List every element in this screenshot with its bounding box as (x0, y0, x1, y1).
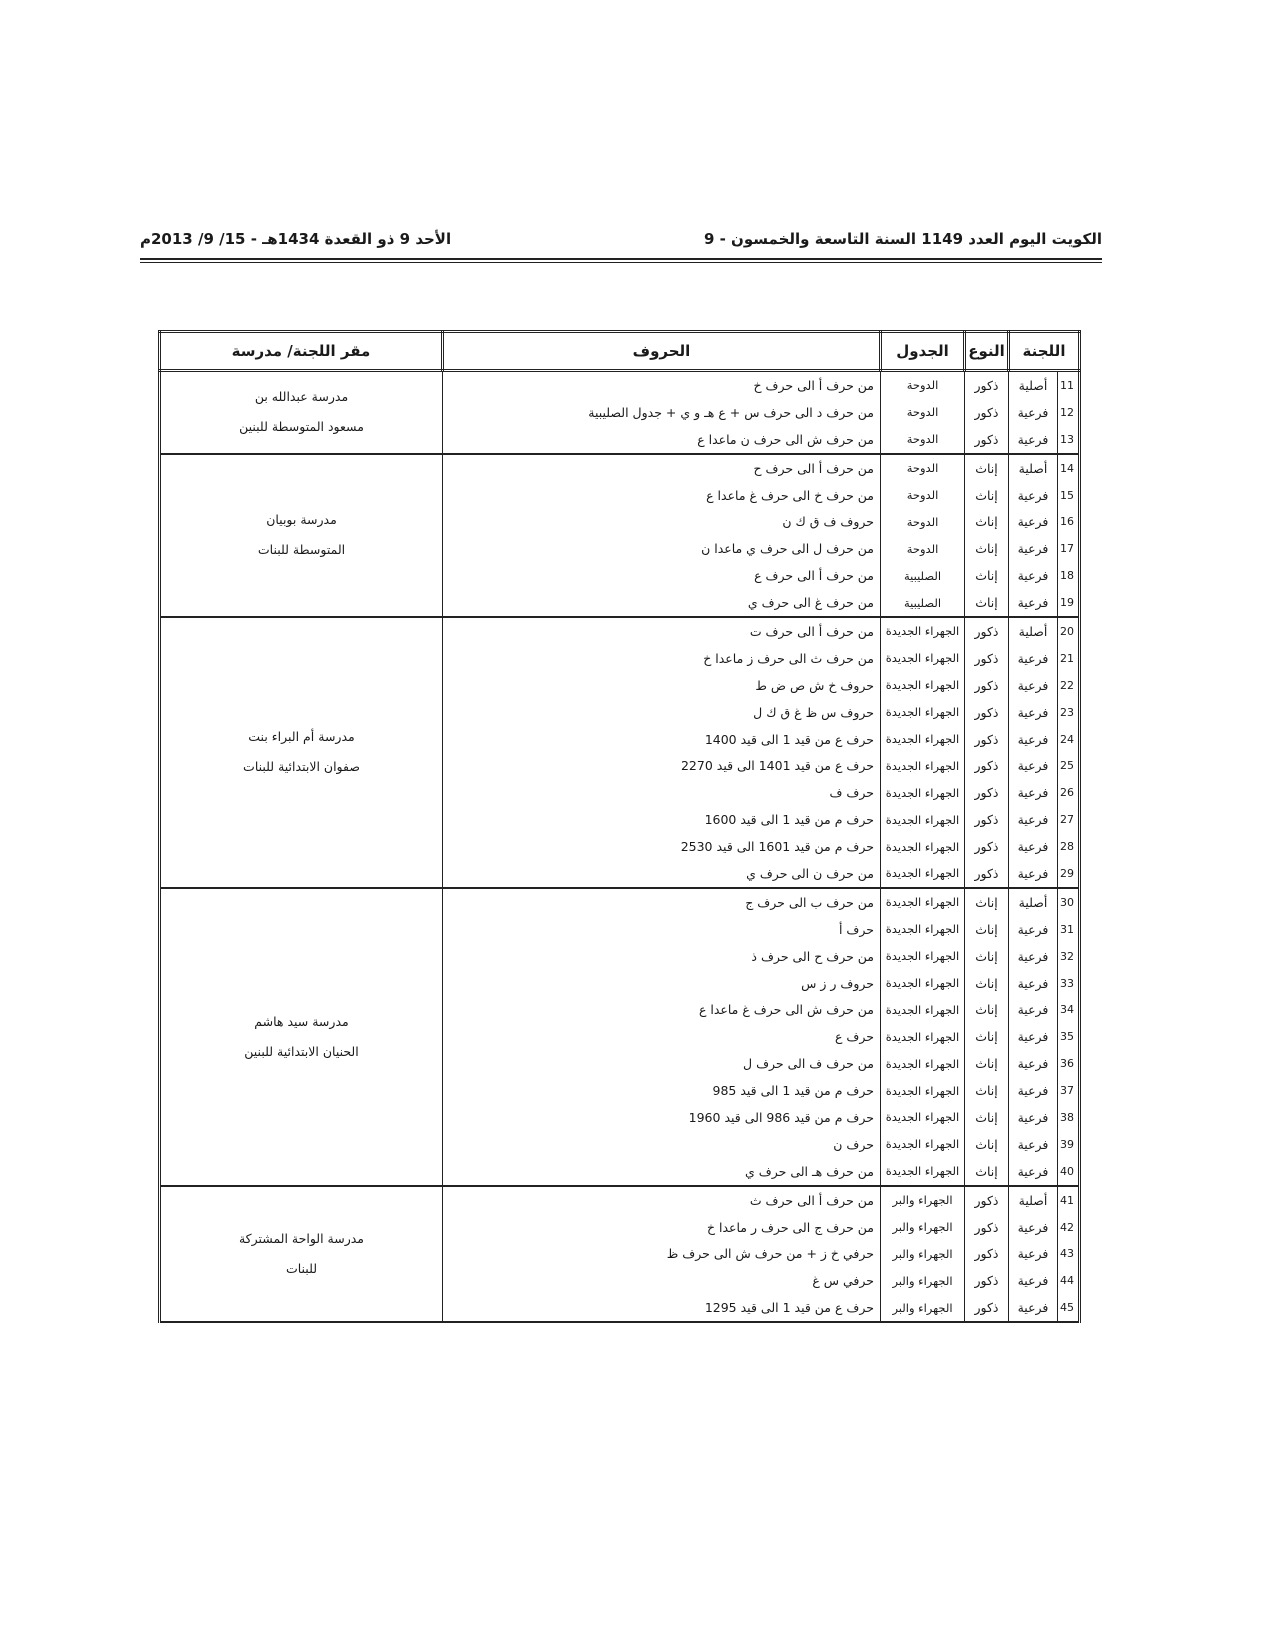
gender-type-cell: ذكور (965, 371, 1009, 399)
committee-number-cell: 45 (1058, 1294, 1080, 1322)
committee-number-cell: 41 (1058, 1186, 1080, 1214)
table-row (160, 617, 1080, 645)
letters-range-cell: من حرف ن الى حرف ي (443, 860, 881, 888)
voter-table-cell: الجهراء الجديدة (881, 779, 965, 806)
letters-range-cell: من حرف أ الى حرف خ (443, 371, 881, 399)
voter-table-cell: الجهراء والبر (881, 1294, 965, 1322)
letters-range-cell: حرفي خ ز + من حرف ش الى حرف ظ (443, 1241, 881, 1268)
letters-range-cell: من حرف أ الى حرف ع (443, 562, 881, 589)
voter-table-cell: الجهراء الجديدة (881, 916, 965, 943)
committee-number-cell: 12 (1058, 399, 1080, 426)
gender-type-cell: إناث (965, 454, 1009, 482)
voter-table-cell: الجهراء الجديدة (881, 1023, 965, 1050)
voter-table-cell: الجهراء الجديدة (881, 672, 965, 699)
voter-table-cell: الدوحة (881, 371, 965, 399)
header-letters: الحروف (443, 332, 881, 371)
committee-kind-cell: فرعية (1009, 833, 1058, 860)
letters-range-cell: حروف ر ز س (443, 970, 881, 997)
letters-range-cell: من حرف ش الى حرف ن ماعدا ع (443, 426, 881, 454)
gender-type-cell: ذكور (965, 1267, 1009, 1294)
committee-number-cell: 38 (1058, 1104, 1080, 1131)
gender-type-cell: ذكور (965, 806, 1009, 833)
school-name-line: المتوسطة للبنات (257, 542, 346, 558)
gender-type-cell: إناث (965, 1023, 1009, 1050)
voter-table-cell: الدوحة (881, 399, 965, 426)
letters-range-cell: من حرف ج الى حرف ر ماعدا خ (443, 1214, 881, 1241)
voter-table-cell: الجهراء الجديدة (881, 617, 965, 645)
committee-kind-cell: أصلية (1009, 371, 1058, 399)
gender-type-cell: إناث (965, 916, 1009, 943)
committee-kind-cell: فرعية (1009, 1023, 1058, 1050)
gender-type-cell: ذكور (965, 779, 1009, 806)
gender-type-cell: إناث (965, 589, 1009, 617)
gender-type-cell: ذكور (965, 672, 1009, 699)
header-rule-thin (140, 262, 1102, 263)
letters-range-cell: من حرف أ الى حرف ث (443, 1186, 881, 1214)
committee-kind-cell: فرعية (1009, 806, 1058, 833)
letters-range-cell: من حرف ث الى حرف ز ماعدا خ (443, 645, 881, 672)
committees-table-wrap (158, 330, 1078, 1323)
committee-kind-cell: فرعية (1009, 752, 1058, 779)
gender-type-cell: ذكور (965, 645, 1009, 672)
committee-kind-cell: فرعية (1009, 562, 1058, 589)
committee-number-cell: 35 (1058, 1023, 1080, 1050)
committee-kind-cell: فرعية (1009, 996, 1058, 1023)
letters-range-cell: حرف ع (443, 1023, 881, 1050)
gender-type-cell: إناث (965, 1077, 1009, 1104)
letters-range-cell: حرف ف (443, 779, 881, 806)
voter-table-cell: الدوحة (881, 482, 965, 509)
school-cell (160, 617, 443, 888)
letters-range-cell: حرفي س غ (443, 1267, 881, 1294)
gazette-date: الأحد 9 ذو القعدة 1434هـ - 15/ 9/ 2013م (140, 230, 452, 248)
gender-type-cell: ذكور (965, 752, 1009, 779)
committee-number-cell: 30 (1058, 888, 1080, 916)
letters-range-cell: من حرف هـ الى حرف ي (443, 1158, 881, 1186)
voter-table-cell: الجهراء الجديدة (881, 699, 965, 726)
committee-number-cell: 13 (1058, 426, 1080, 454)
header-committee: اللجنة (1009, 332, 1080, 371)
voter-table-cell: الجهراء الجديدة (881, 996, 965, 1023)
voter-table-cell: الجهراء الجديدة (881, 1158, 965, 1186)
letters-range-cell: من حرف د الى حرف س + ع هـ و ي + جدول الصليبية (443, 399, 881, 426)
committee-kind-cell: فرعية (1009, 970, 1058, 997)
committee-kind-cell: أصلية (1009, 888, 1058, 916)
gender-type-cell: إناث (965, 1158, 1009, 1186)
header-school: مقر اللجنة/ مدرسة (160, 332, 443, 371)
school-cell (160, 371, 443, 454)
voter-table-cell: الجهراء الجديدة (881, 752, 965, 779)
header-rule (140, 258, 1102, 260)
letters-range-cell: من حرف أ الى حرف ت (443, 617, 881, 645)
committee-kind-cell: فرعية (1009, 1294, 1058, 1322)
gender-type-cell: ذكور (965, 833, 1009, 860)
committee-number-cell: 11 (1058, 371, 1080, 399)
committee-kind-cell: فرعية (1009, 1158, 1058, 1186)
committee-kind-cell: فرعية (1009, 699, 1058, 726)
voter-table-cell: الجهراء والبر (881, 1186, 965, 1214)
committee-kind-cell: فرعية (1009, 508, 1058, 535)
voter-table-cell: الجهراء الجديدة (881, 888, 965, 916)
committee-number-cell: 15 (1058, 482, 1080, 509)
voter-table-cell: الجهراء الجديدة (881, 645, 965, 672)
gender-type-cell: إناث (965, 1131, 1009, 1158)
table-row (160, 1186, 1080, 1214)
committee-number-cell: 22 (1058, 672, 1080, 699)
gender-type-cell: ذكور (965, 699, 1009, 726)
gender-type-cell: إناث (965, 943, 1009, 970)
voter-table-cell: الجهراء والبر (881, 1214, 965, 1241)
voter-table-cell: الجهراء الجديدة (881, 1104, 965, 1131)
committee-kind-cell: فرعية (1009, 1267, 1058, 1294)
committee-kind-cell: فرعية (1009, 1214, 1058, 1241)
letters-range-cell: حرف م من قيد 986 الى قيد 1960 (443, 1104, 881, 1131)
school-name-line: الحنيان الابتدائية للبنين (244, 1043, 359, 1059)
gender-type-cell: إناث (965, 1050, 1009, 1077)
committee-kind-cell: فرعية (1009, 1131, 1058, 1158)
letters-range-cell: حرف ن (443, 1131, 881, 1158)
committee-kind-cell: فرعية (1009, 535, 1058, 562)
gender-type-cell: إناث (965, 562, 1009, 589)
school-name-line: مدرسة سيد هاشم (254, 1013, 349, 1029)
committee-number-cell: 31 (1058, 916, 1080, 943)
committee-number-cell: 28 (1058, 833, 1080, 860)
committee-kind-cell: فرعية (1009, 482, 1058, 509)
letters-range-cell: من حرف خ الى حرف غ ماعدا ع (443, 482, 881, 509)
gender-type-cell: إناث (965, 535, 1009, 562)
committee-kind-cell: أصلية (1009, 617, 1058, 645)
committee-kind-cell: أصلية (1009, 1186, 1058, 1214)
committee-kind-cell: فرعية (1009, 1241, 1058, 1268)
committee-kind-cell: فرعية (1009, 426, 1058, 454)
committee-number-cell: 27 (1058, 806, 1080, 833)
table-header-row (160, 332, 1080, 371)
voter-table-cell: الجهراء والبر (881, 1267, 965, 1294)
voter-table-cell: الجهراء الجديدة (881, 1050, 965, 1077)
gender-type-cell: ذكور (965, 399, 1009, 426)
voter-table-cell: الجهراء الجديدة (881, 1131, 965, 1158)
voter-table-cell: الجهراء الجديدة (881, 943, 965, 970)
committee-kind-cell: فرعية (1009, 860, 1058, 888)
voter-table-cell: الجهراء والبر (881, 1241, 965, 1268)
header-table: الجدول (881, 332, 965, 371)
committee-number-cell: 20 (1058, 617, 1080, 645)
committee-number-cell: 14 (1058, 454, 1080, 482)
gender-type-cell: ذكور (965, 1241, 1009, 1268)
voter-table-cell: الدوحة (881, 508, 965, 535)
gender-type-cell: ذكور (965, 726, 1009, 753)
letters-range-cell: من حرف ب الى حرف ج (443, 888, 881, 916)
table-row (160, 371, 1080, 399)
committee-number-cell: 18 (1058, 562, 1080, 589)
committee-number-cell: 24 (1058, 726, 1080, 753)
school-cell (160, 888, 443, 1186)
letters-range-cell: من حرف ش الى حرف غ ماعدا ع (443, 996, 881, 1023)
table-row (160, 454, 1080, 482)
committee-number-cell: 21 (1058, 645, 1080, 672)
letters-range-cell: حروف س ظ غ ق ك ل (443, 699, 881, 726)
gender-type-cell: إناث (965, 996, 1009, 1023)
gender-type-cell: ذكور (965, 617, 1009, 645)
school-name-line: مدرسة الواحة المشتركة (238, 1230, 365, 1246)
committee-kind-cell: فرعية (1009, 943, 1058, 970)
committee-number-cell: 19 (1058, 589, 1080, 617)
letters-range-cell: حرف م من قيد 1 الى قيد 1600 (443, 806, 881, 833)
gender-type-cell: إناث (965, 1104, 1009, 1131)
committee-kind-cell: فرعية (1009, 672, 1058, 699)
voter-table-cell: الدوحة (881, 426, 965, 454)
letters-range-cell: حرف ع من قيد 1 الى قيد 1295 (443, 1294, 881, 1322)
committee-number-cell: 29 (1058, 860, 1080, 888)
committee-number-cell: 26 (1058, 779, 1080, 806)
committee-kind-cell: فرعية (1009, 1050, 1058, 1077)
gender-type-cell: إناث (965, 508, 1009, 535)
gender-type-cell: ذكور (965, 426, 1009, 454)
voter-table-cell: الجهراء الجديدة (881, 970, 965, 997)
committee-kind-cell: فرعية (1009, 645, 1058, 672)
committees-table (158, 330, 1081, 1323)
voter-table-cell: الدوحة (881, 535, 965, 562)
gender-type-cell: إناث (965, 970, 1009, 997)
letters-range-cell: حرف ع من قيد 1 الى قيد 1400 (443, 726, 881, 753)
letters-range-cell: حروف خ ش ص ض ط (443, 672, 881, 699)
voter-table-cell: الصليبية (881, 589, 965, 617)
voter-table-cell: الصليبية (881, 562, 965, 589)
committee-number-cell: 34 (1058, 996, 1080, 1023)
letters-range-cell: من حرف أ الى حرف ح (443, 454, 881, 482)
voter-table-cell: الجهراء الجديدة (881, 860, 965, 888)
committee-kind-cell: فرعية (1009, 916, 1058, 943)
letters-range-cell: من حرف ل الى حرف ي ماعدا ن (443, 535, 881, 562)
gender-type-cell: ذكور (965, 1186, 1009, 1214)
school-name-line: للبنات (285, 1260, 318, 1276)
letters-range-cell: من حرف غ الى حرف ي (443, 589, 881, 617)
gender-type-cell: إناث (965, 888, 1009, 916)
committee-number-cell: 40 (1058, 1158, 1080, 1186)
committee-number-cell: 25 (1058, 752, 1080, 779)
letters-range-cell: حروف ف ق ك ن (443, 508, 881, 535)
committee-number-cell: 42 (1058, 1214, 1080, 1241)
voter-table-cell: الجهراء الجديدة (881, 833, 965, 860)
letters-range-cell: حرف ع من قيد 1401 الى قيد 2270 (443, 752, 881, 779)
letters-range-cell: حرف م من قيد 1601 الى قيد 2530 (443, 833, 881, 860)
page-header (140, 226, 1102, 254)
gender-type-cell: إناث (965, 482, 1009, 509)
committee-kind-cell: فرعية (1009, 1077, 1058, 1104)
committee-number-cell: 17 (1058, 535, 1080, 562)
letters-range-cell: من حرف ح الى حرف ذ (443, 943, 881, 970)
gender-type-cell: ذكور (965, 1294, 1009, 1322)
committee-kind-cell: فرعية (1009, 589, 1058, 617)
school-name-line: مدرسة عبدالله بن (254, 389, 349, 405)
committee-kind-cell: فرعية (1009, 779, 1058, 806)
school-name-line: مسعود المتوسطة للبنين (239, 419, 364, 435)
committee-kind-cell: فرعية (1009, 1104, 1058, 1131)
committee-number-cell: 44 (1058, 1267, 1080, 1294)
committee-kind-cell: فرعية (1009, 726, 1058, 753)
committee-kind-cell: أصلية (1009, 454, 1058, 482)
header-type: النوع (965, 332, 1009, 371)
table-body (160, 371, 1080, 1323)
table-row (160, 888, 1080, 916)
gender-type-cell: ذكور (965, 1214, 1009, 1241)
voter-table-cell: الجهراء الجديدة (881, 726, 965, 753)
committee-kind-cell: فرعية (1009, 399, 1058, 426)
committee-number-cell: 33 (1058, 970, 1080, 997)
committee-number-cell: 43 (1058, 1241, 1080, 1268)
voter-table-cell: الجهراء الجديدة (881, 1077, 965, 1104)
committee-number-cell: 16 (1058, 508, 1080, 535)
school-name-line: مدرسة بوبيان (266, 512, 337, 528)
committee-number-cell: 36 (1058, 1050, 1080, 1077)
committee-number-cell: 32 (1058, 943, 1080, 970)
school-cell (160, 454, 443, 617)
voter-table-cell: الجهراء الجديدة (881, 806, 965, 833)
letters-range-cell: من حرف ف الى حرف ل (443, 1050, 881, 1077)
school-name-line: مدرسة أم البراء بنت (248, 729, 355, 745)
voter-table-cell: الدوحة (881, 454, 965, 482)
letters-range-cell: حرف أ (443, 916, 881, 943)
school-cell (160, 1186, 443, 1322)
gazette-issue-info: الكويت اليوم العدد 1149 السنة التاسعة والخمسون - 9 (703, 230, 1102, 248)
committee-number-cell: 23 (1058, 699, 1080, 726)
letters-range-cell: حرف م من قيد 1 الى قيد 985 (443, 1077, 881, 1104)
gender-type-cell: ذكور (965, 860, 1009, 888)
committee-number-cell: 37 (1058, 1077, 1080, 1104)
school-name-line: صفوان الابتدائية للبنات (243, 759, 360, 775)
committee-number-cell: 39 (1058, 1131, 1080, 1158)
